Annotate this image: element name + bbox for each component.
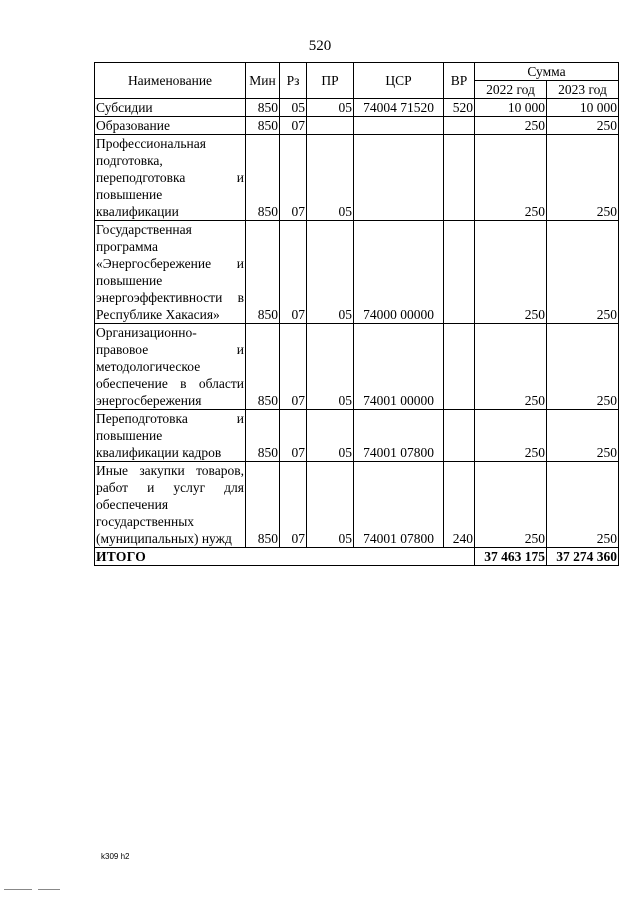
row-pr: 05 <box>307 135 354 221</box>
row-2022: 10 000 <box>475 99 547 117</box>
header-min: Мин <box>246 63 280 99</box>
row-2022: 250 <box>475 221 547 324</box>
row-pr: 05 <box>307 221 354 324</box>
row-name: Образование <box>95 117 246 135</box>
row-pr: 05 <box>307 410 354 462</box>
row-vr <box>444 135 475 221</box>
row-2023: 250 <box>547 462 619 548</box>
row-rz: 07 <box>280 462 307 548</box>
table-row <box>95 135 619 221</box>
row-pr <box>307 117 354 135</box>
row-csr: 74004 71520 <box>354 99 444 117</box>
page-number: 520 <box>308 38 332 54</box>
header-year-2023: 2023 год <box>547 81 619 99</box>
table-row <box>95 410 619 462</box>
table-header-row <box>95 63 619 81</box>
row-rz: 07 <box>280 324 307 410</box>
row-vr <box>444 410 475 462</box>
table-row <box>95 117 619 135</box>
header-rz: Рз <box>280 63 307 99</box>
row-min: 850 <box>246 221 280 324</box>
row-rz: 07 <box>280 410 307 462</box>
row-rz: 07 <box>280 117 307 135</box>
table-row <box>95 99 619 117</box>
row-csr: 74001 07800 <box>354 410 444 462</box>
row-name: Переподготовка и повышение квалификации кадров <box>96 411 244 460</box>
header-sum: Сумма <box>475 63 619 81</box>
row-min: 850 <box>246 324 280 410</box>
row-min: 850 <box>246 117 280 135</box>
row-pr: 05 <box>307 324 354 410</box>
footer-code: k309 h2 <box>101 852 130 861</box>
scan-mark <box>38 889 60 890</box>
header-name: Наименование <box>95 63 246 99</box>
row-vr: 520 <box>444 99 475 117</box>
row-2022: 250 <box>475 324 547 410</box>
total-label: ИТОГО <box>95 548 475 566</box>
row-rz: 07 <box>280 221 307 324</box>
row-pr: 05 <box>307 99 354 117</box>
row-2023: 250 <box>547 221 619 324</box>
row-csr: 74000 00000 <box>354 221 444 324</box>
row-2023: 250 <box>547 135 619 221</box>
row-pr: 05 <box>307 462 354 548</box>
header-csr: ЦСР <box>354 63 444 99</box>
row-2023: 250 <box>547 117 619 135</box>
header-vr: ВР <box>444 63 475 99</box>
total-2022: 37 463 175 <box>475 548 547 566</box>
row-min: 850 <box>246 410 280 462</box>
row-csr <box>354 117 444 135</box>
row-vr <box>444 324 475 410</box>
total-2023: 37 274 360 <box>547 548 619 566</box>
row-2022: 250 <box>475 462 547 548</box>
row-2022: 250 <box>475 135 547 221</box>
row-2023: 250 <box>547 410 619 462</box>
row-csr <box>354 135 444 221</box>
table-row <box>95 324 619 410</box>
row-csr: 74001 07800 <box>354 462 444 548</box>
header-pr: ПР <box>307 63 354 99</box>
row-2022: 250 <box>475 410 547 462</box>
row-min: 850 <box>246 135 280 221</box>
row-min: 850 <box>246 99 280 117</box>
budget-table <box>94 62 619 566</box>
scan-mark <box>4 889 32 890</box>
row-2023: 250 <box>547 324 619 410</box>
row-name: Иные закупки товаров, работ и услуг для обеспечения государственных (муниципальных) нужд <box>96 463 244 546</box>
row-min: 850 <box>246 462 280 548</box>
table-row <box>95 462 619 548</box>
header-year-2022: 2022 год <box>475 81 547 99</box>
row-name: Профессиональная подготовка, переподготовка и повышение квалификации <box>96 136 244 219</box>
row-rz: 05 <box>280 99 307 117</box>
table-row <box>95 221 619 324</box>
row-name: Субсидии <box>95 99 246 117</box>
row-2023: 10 000 <box>547 99 619 117</box>
row-2022: 250 <box>475 117 547 135</box>
row-vr: 240 <box>444 462 475 548</box>
row-name: Организационно-правовое и методологическое обеспечение в области энергосбережения <box>96 325 244 408</box>
row-vr <box>444 117 475 135</box>
row-vr <box>444 221 475 324</box>
row-rz: 07 <box>280 135 307 221</box>
row-name: Государственная программа «Энергосбережение и повышение энергоэффективности в Республике Хакасия» <box>96 222 244 322</box>
total-row <box>95 548 619 566</box>
row-csr: 74001 00000 <box>354 324 444 410</box>
